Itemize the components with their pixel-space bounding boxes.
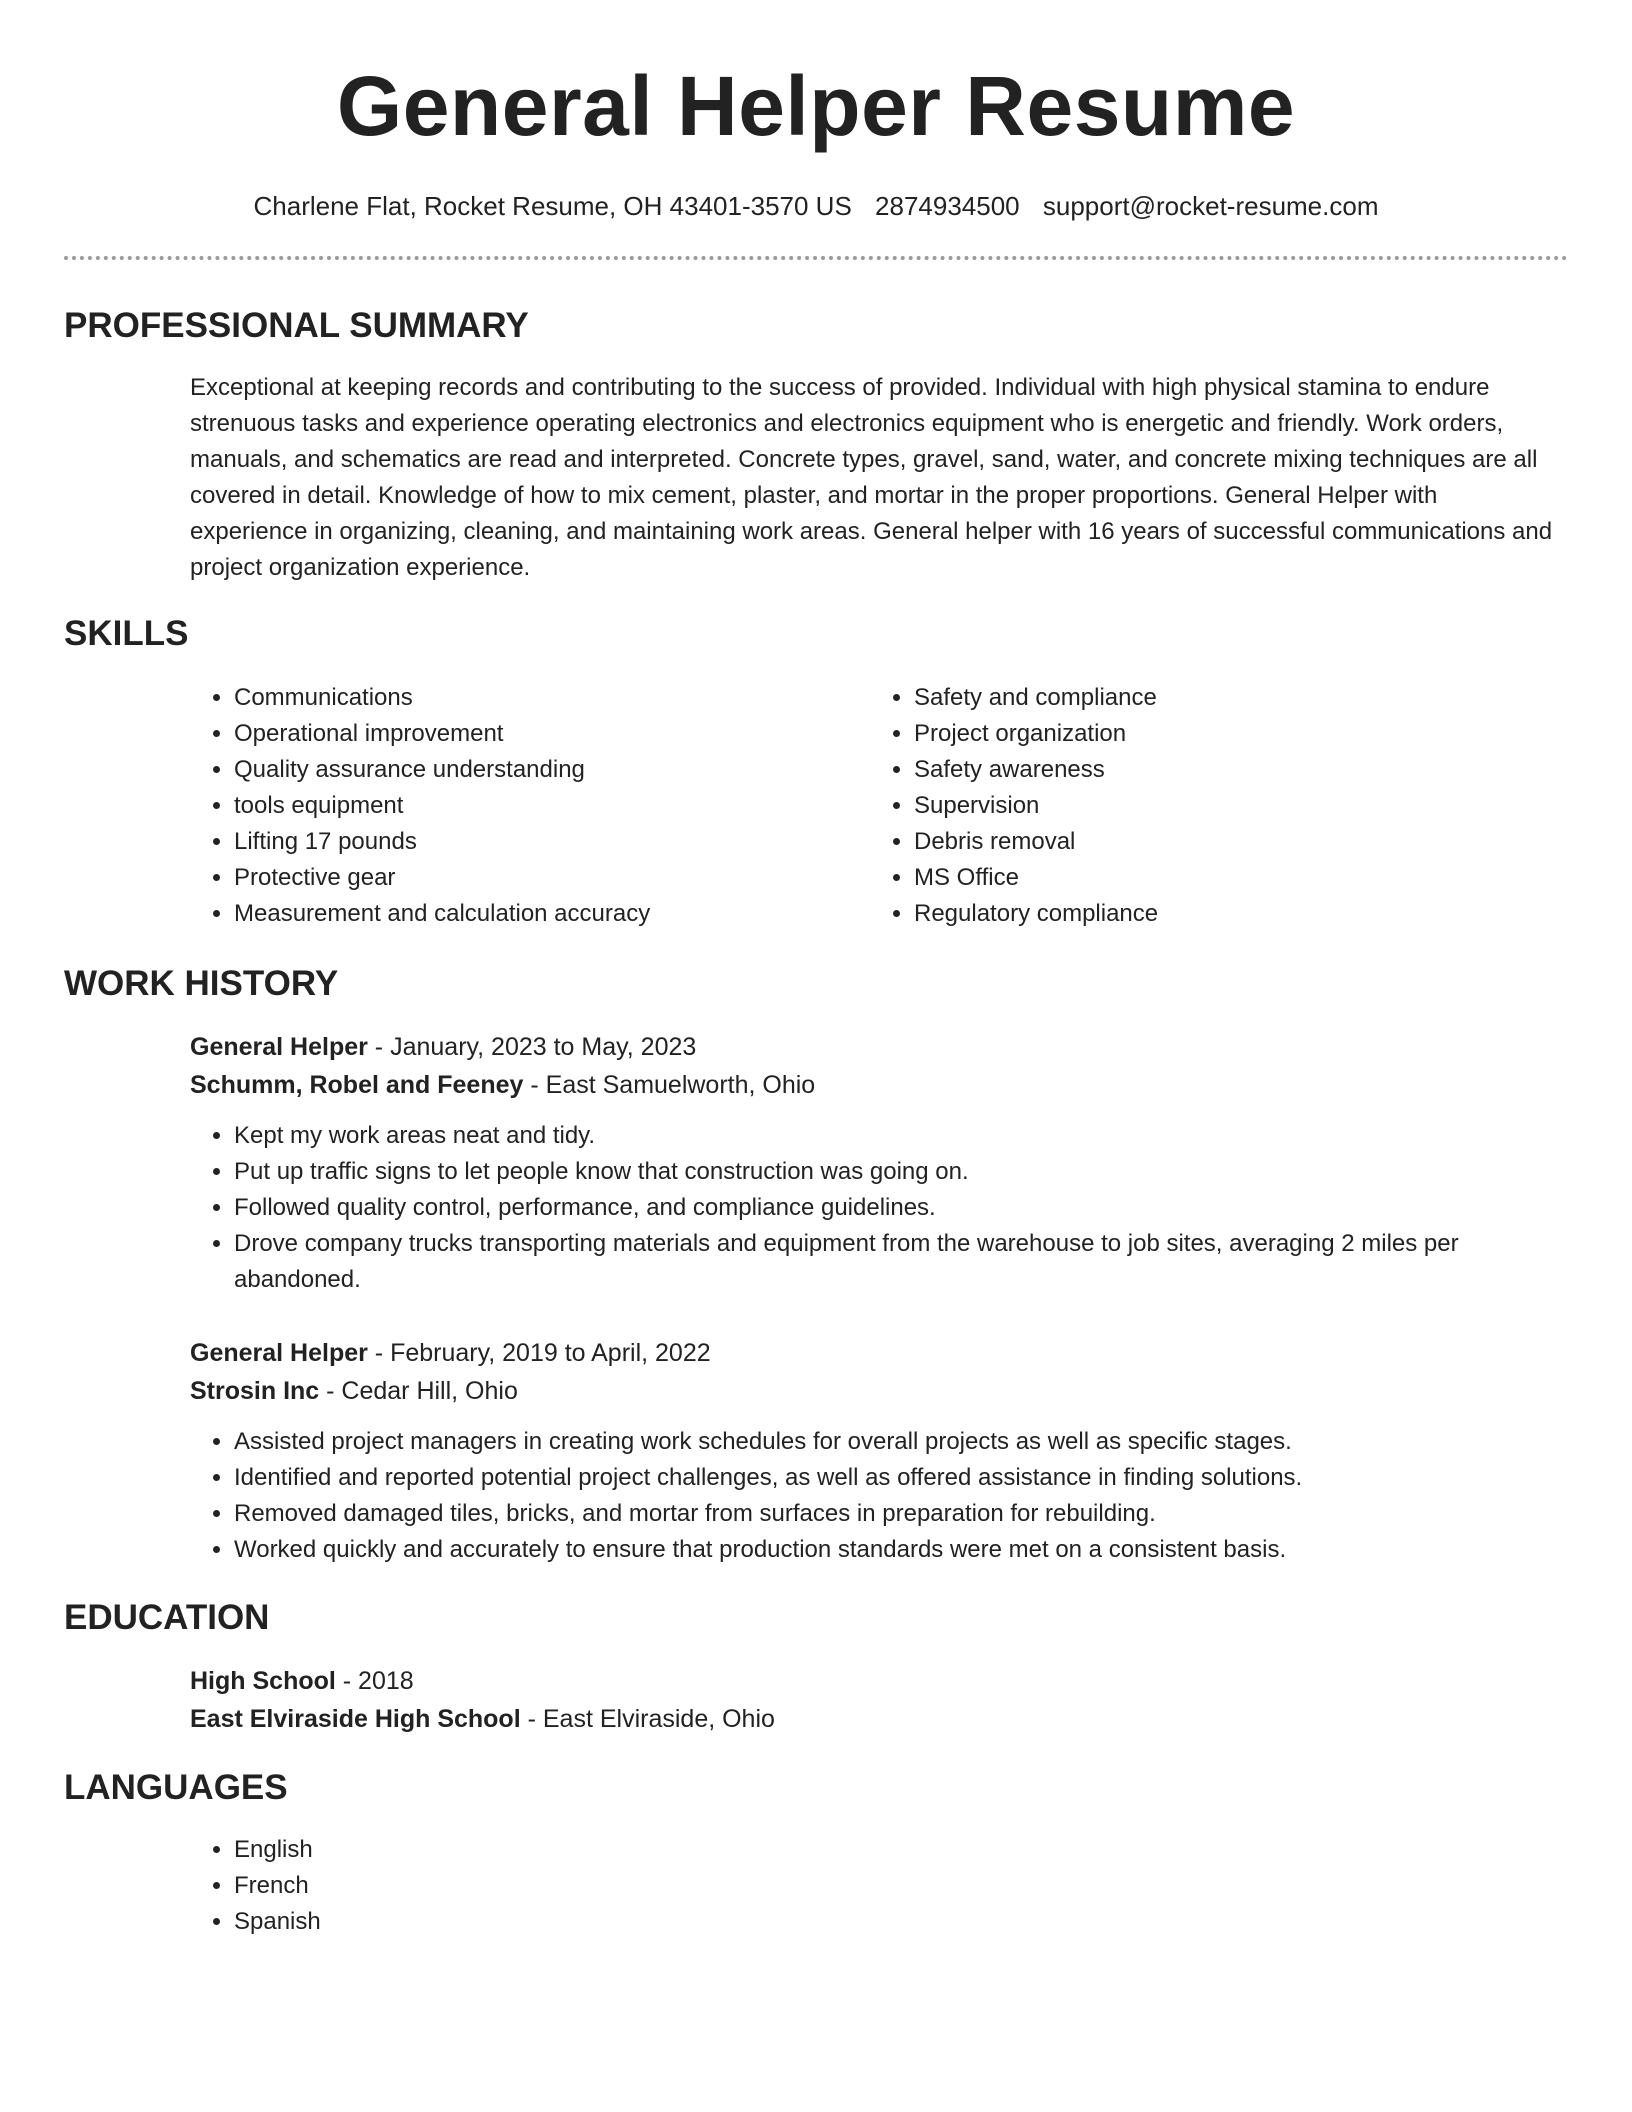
contact-address: Charlene Flat, Rocket Resume, OH 43401-3570 US bbox=[253, 191, 852, 221]
section-heading-skills: SKILLS bbox=[64, 614, 189, 653]
skills-column-left bbox=[190, 680, 870, 932]
job-title: General Helper bbox=[190, 1339, 368, 1367]
skill-item: • Lifting 17 pounds bbox=[234, 824, 870, 860]
skill-item: • MS Office bbox=[914, 860, 1550, 896]
education-location: - East Elviraside, Ohio bbox=[520, 1705, 775, 1733]
skill-item: • Operational improvement bbox=[234, 716, 870, 752]
skill-item: • Debris removal bbox=[914, 824, 1550, 860]
header-divider bbox=[64, 256, 1568, 260]
skills-list-right bbox=[870, 680, 1550, 932]
section-heading-languages: LANGUAGES bbox=[64, 1768, 288, 1807]
resume-header bbox=[64, 0, 1568, 260]
contact-email: support@rocket-resume.com bbox=[1042, 191, 1379, 221]
skill-item: • Project organization bbox=[914, 716, 1550, 752]
job-duty: • Drove company trucks transporting materials and equipment from the warehouse to job sites, averaging 2 miles per abandoned. bbox=[234, 1226, 1568, 1298]
section-heading-education: EDUCATION bbox=[64, 1598, 270, 1637]
skill-item: • Measurement and calculation accuracy bbox=[234, 896, 870, 932]
education-year: - 2018 bbox=[335, 1667, 414, 1695]
education-degree: High School bbox=[190, 1667, 336, 1695]
job-company: Schumm, Robel and Feeney bbox=[190, 1071, 524, 1099]
job-company-line bbox=[190, 1372, 1568, 1410]
language-item: • Spanish bbox=[234, 1904, 1568, 1940]
skills-grid bbox=[190, 680, 1568, 932]
skill-item: • Regulatory compliance bbox=[914, 896, 1550, 932]
education-school-line bbox=[190, 1700, 1568, 1738]
skills-list-left bbox=[190, 680, 870, 932]
languages-block bbox=[190, 1832, 1568, 1940]
section-work-history bbox=[64, 962, 1568, 1568]
job-duty: • Assisted project managers in creating work schedules for overall projects as well as specific stages. bbox=[234, 1424, 1568, 1460]
section-education bbox=[64, 1596, 1568, 1738]
job-company: Strosin Inc bbox=[190, 1377, 320, 1405]
job-duty: • Followed quality control, performance, and compliance guidelines. bbox=[234, 1190, 1568, 1226]
job-duties-list bbox=[190, 1424, 1568, 1568]
skill-item: • Communications bbox=[234, 680, 870, 716]
summary-text: Exceptional at keeping records and contributing to the success of provided. Individual with high physical stamina to endure strenuous tasks and experience operating electronics and electronics equipment who is energetic and friendly. Work orders, manuals, and schematics are read and interpreted. Concrete types, gravel, sand, water, and concrete mixing techniques are all covered in detail. Knowledge of how to mix cement, plaster, and mortar in the proper proportions. General Helper with experience in organizing, cleaning, and maintaining work areas. General helper with 16 years of successful communications and project organization experience. bbox=[190, 374, 1553, 581]
skills-column-right bbox=[870, 680, 1550, 932]
section-professional-summary bbox=[64, 304, 1568, 586]
language-item: • French bbox=[234, 1868, 1568, 1904]
language-item: • English bbox=[234, 1832, 1568, 1868]
job-entry bbox=[190, 1028, 1568, 1298]
skill-item: • Protective gear bbox=[234, 860, 870, 896]
education-entry bbox=[190, 1662, 1568, 1738]
job-duty: • Removed damaged tiles, bricks, and mortar from surfaces in preparation for rebuilding. bbox=[234, 1496, 1568, 1532]
skill-item: • tools equipment bbox=[234, 788, 870, 824]
skill-item: • Safety and compliance bbox=[914, 680, 1550, 716]
job-location: - Cedar Hill, Ohio bbox=[319, 1377, 518, 1405]
education-degree-line bbox=[190, 1662, 1568, 1700]
skill-item: • Supervision bbox=[914, 788, 1550, 824]
job-duties-list bbox=[190, 1118, 1568, 1298]
job-title: General Helper bbox=[190, 1033, 368, 1061]
job-company-line bbox=[190, 1066, 1568, 1104]
job-duty: • Put up traffic signs to let people know that construction was going on. bbox=[234, 1154, 1568, 1190]
education-school: East Elviraside High School bbox=[190, 1705, 521, 1733]
languages-list bbox=[190, 1832, 1568, 1940]
section-heading-summary: PROFESSIONAL SUMMARY bbox=[64, 306, 529, 345]
section-languages bbox=[64, 1766, 1568, 1940]
job-location: - East Samuelworth, Ohio bbox=[523, 1071, 816, 1099]
job-title-line bbox=[190, 1028, 1568, 1066]
job-duty: • Worked quickly and accurately to ensure that production standards were met on a consistent basis. bbox=[234, 1532, 1568, 1568]
job-dates: - February, 2019 to April, 2022 bbox=[367, 1339, 711, 1367]
contact-phone: 2874934500 bbox=[875, 191, 1020, 221]
job-duty: • Kept my work areas neat and tidy. bbox=[234, 1118, 1568, 1154]
job-dates: - January, 2023 to May, 2023 bbox=[367, 1033, 697, 1061]
skill-item: • Quality assurance understanding bbox=[234, 752, 870, 788]
section-skills bbox=[64, 612, 1568, 932]
job-entry bbox=[190, 1334, 1568, 1568]
contact-line bbox=[64, 190, 1568, 222]
skill-item: • Safety awareness bbox=[914, 752, 1550, 788]
job-duty: • Identified and reported potential project challenges, as well as offered assistance in finding solutions. bbox=[234, 1460, 1568, 1496]
page-title: General Helper Resume bbox=[336, 59, 1296, 153]
section-heading-work: WORK HISTORY bbox=[64, 964, 339, 1003]
job-title-line bbox=[190, 1334, 1568, 1372]
